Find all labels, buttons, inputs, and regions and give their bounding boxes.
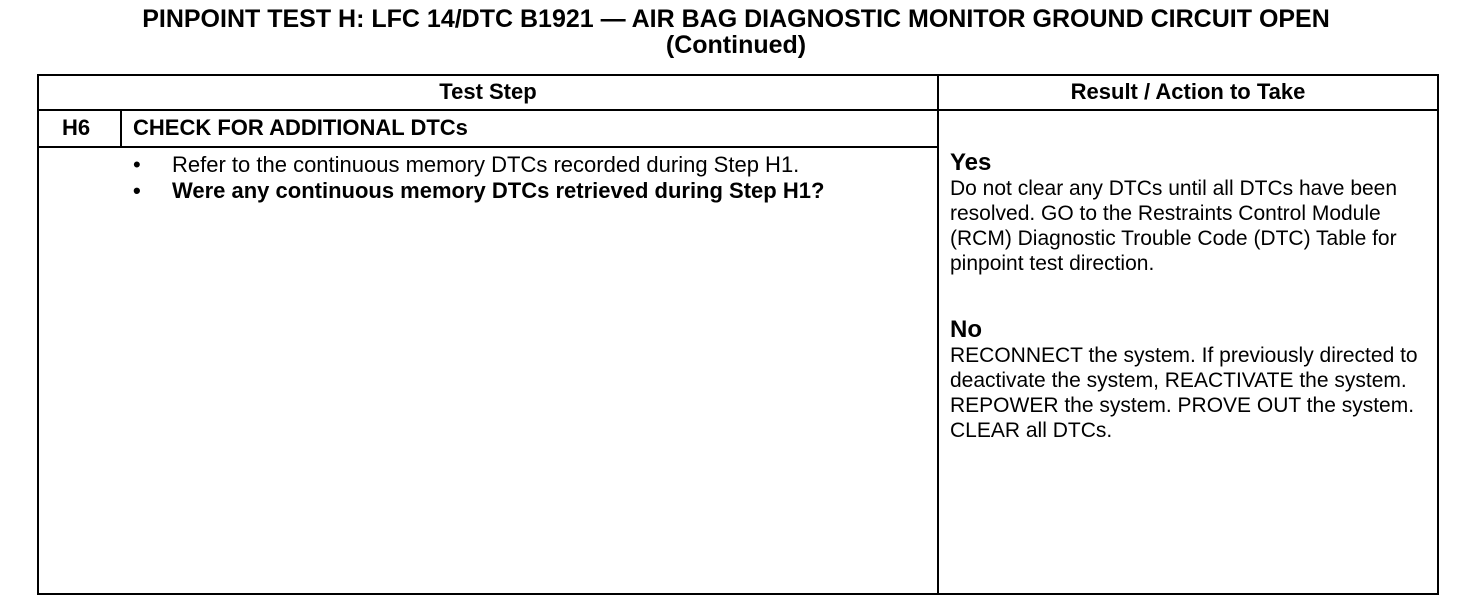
step-instruction-text: Refer to the continuous memory DTCs recorded during Step H1. [172,152,800,177]
result-yes [950,150,1438,276]
step-instruction-item [128,152,908,178]
header-row-divider [37,109,1439,111]
result-yes-action: Do not clear any DTCs until all DTCs have been resolved. GO to the Restraints Control Module (RCM) Diagnostic Trouble Code (DTC) Table for pinpoint test direction. [950,177,1398,275]
step-id: H6 [62,115,91,140]
step-instructions [128,152,908,204]
result-yes-label: Yes [950,149,992,176]
result-no-action: RECONNECT the system. If previously directed to deactivate the system, REACTIVATE the system. REPOWER the system. PROVE OUT the system. CLEAR all DTCs. [950,344,1418,442]
step-id-divider [120,110,122,147]
step-title-divider [37,146,938,148]
bullet-icon: • [133,178,141,203]
result-no-label: No [950,316,982,343]
step-title: CHECK FOR ADDITIONAL DTCs [133,115,468,140]
header-result-action: Result / Action to Take [1070,79,1306,104]
title-line-1: PINPOINT TEST H: LFC 14/DTC B1921 — AIR BAG DIAGNOSTIC MONITOR GROUND CIRCUIT OPEN [142,5,1330,33]
header-test-step: Test Step [439,79,537,104]
step-question-text: Were any continuous memory DTCs retrieved during Step H1? [172,178,825,203]
column-divider [937,74,939,595]
step-question-item [128,178,908,204]
page-title [0,6,1472,58]
result-no [950,317,1438,443]
title-line-2: (Continued) [665,31,807,59]
bullet-icon: • [133,152,141,177]
